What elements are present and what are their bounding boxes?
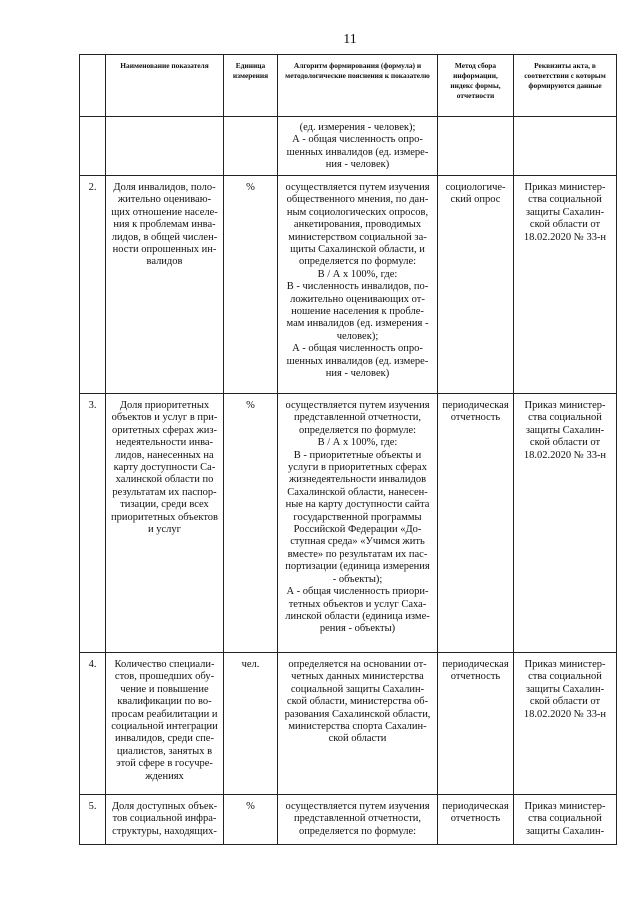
indicator-act (514, 117, 617, 176)
indicator-unit (224, 117, 278, 176)
row-number: 4. (80, 653, 106, 795)
header-act: Реквизиты акта, в соответствии с которым формируются данные (514, 55, 617, 117)
indicator-algorithm: осуществляется путем изучения общественного мнения, по дан- ным социологических опросов, анкетирования, проводимых министерством социальной за- щиты Сахалинской области, и определяется по формуле: В / А х 100%, где: В - численность инвалидов, по- ложительно оценивающих от- ношение населения к пробле- мам инвалидов (ед. измерения - человек); А - общая численность опро- шенных инвалидов (ед. измере- ния - человек) (278, 176, 438, 394)
indicator-algorithm: определяется на основании от- четных данных министерства социальной защиты Сахалин- ской области, министерства об- разования Сахалинской области, министерства спорта Сахалин- ской области (278, 653, 438, 795)
indicator-unit: чел. (224, 653, 278, 795)
table-row (80, 394, 617, 653)
table-row (80, 653, 617, 795)
indicator-name: Количество специали- стов, прошедших обу- чение и повышение квалификации по во- просам реабилитации и социальной интеграции инвалидов, среди спе- циалистов, занятых в этой сфере в госучре- ждениях (106, 653, 224, 795)
indicator-algorithm: (ед. измерения - человек); А - общая численность опро- шенных инвалидов (ед. измере- ния - человек) (278, 117, 438, 176)
header-unit: Единица измерения (224, 55, 278, 117)
indicator-name: Доля приоритетных объектов и услуг в при- оритетных сферах жиз- недеятельности инва- лидов, нанесенных на карту доступности Са- халинской области по результатам их паспор- тизации, среди всех приоритетных объектов и услуг (106, 394, 224, 653)
indicator-act: Приказ министер- ства социальной защиты Сахалин- ской области от 18.02.2020 № 33-н (514, 394, 617, 653)
row-number: 3. (80, 394, 106, 653)
header-indicator-name: Наименование показателя (106, 55, 224, 117)
row-number: 5. (80, 795, 106, 845)
indicator-act: Приказ министер- ства социальной защиты Сахалин- ской области от 18.02.2020 № 33-н (514, 176, 617, 394)
header-method: Метод сбора информации, индекс формы, отчетности (438, 55, 514, 117)
indicator-method: социологиче- ский опрос (438, 176, 514, 394)
indicator-method (438, 117, 514, 176)
indicator-act: Приказ министер- ства социальной защиты Сахалин- (514, 795, 617, 845)
indicator-unit: % (224, 176, 278, 394)
table-row (80, 795, 617, 845)
indicators-table (79, 54, 617, 845)
indicator-name: Доля инвалидов, поло- жительно оцениваю- щих отношение населе- ния к проблемам инва- лидов, в общей числен- ности опрошенных ин- валидов (106, 176, 224, 394)
indicator-algorithm: осуществляется путем изучения представленной отчетности, определяется по формуле: В / А х 100%, где: В - приоритетные объекты и услуги в приоритетных сферах жизнедеятельности инвалидов Сахалинской области, нанесен- ные на карту доступности сайта государственной программы Российской Федерации «До- ступная среда» «Учимся жить вместе» по результатам их пас- портизации (единица измерения - объекты); А - общая численность приори- тетных объектов и услуг Саха- линской области (единица изме- рения - объекты) (278, 394, 438, 653)
row-number: 2. (80, 176, 106, 394)
header-row (80, 55, 617, 117)
indicator-algorithm: осуществляется путем изучения представленной отчетности, определяется по формуле: (278, 795, 438, 845)
indicator-name (106, 117, 224, 176)
indicator-unit: % (224, 795, 278, 845)
header-algorithm: Алгоритм формирования (формула) и методологические пояснения к показателю (278, 55, 438, 117)
indicator-act: Приказ министер- ства социальной защиты Сахалин- ской области от 18.02.2020 № 33-н (514, 653, 617, 795)
indicator-unit: % (224, 394, 278, 653)
indicator-method: периодическая отчетность (438, 795, 514, 845)
table-row (80, 176, 617, 394)
page-number: 11 (343, 32, 357, 47)
header-number (80, 55, 106, 117)
table-row (80, 117, 617, 176)
row-number (80, 117, 106, 176)
indicator-method: периодическая отчетность (438, 394, 514, 653)
indicator-name: Доля доступных объек- тов социальной инфра- структуры, находящих- (106, 795, 224, 845)
indicator-method: периодическая отчетность (438, 653, 514, 795)
